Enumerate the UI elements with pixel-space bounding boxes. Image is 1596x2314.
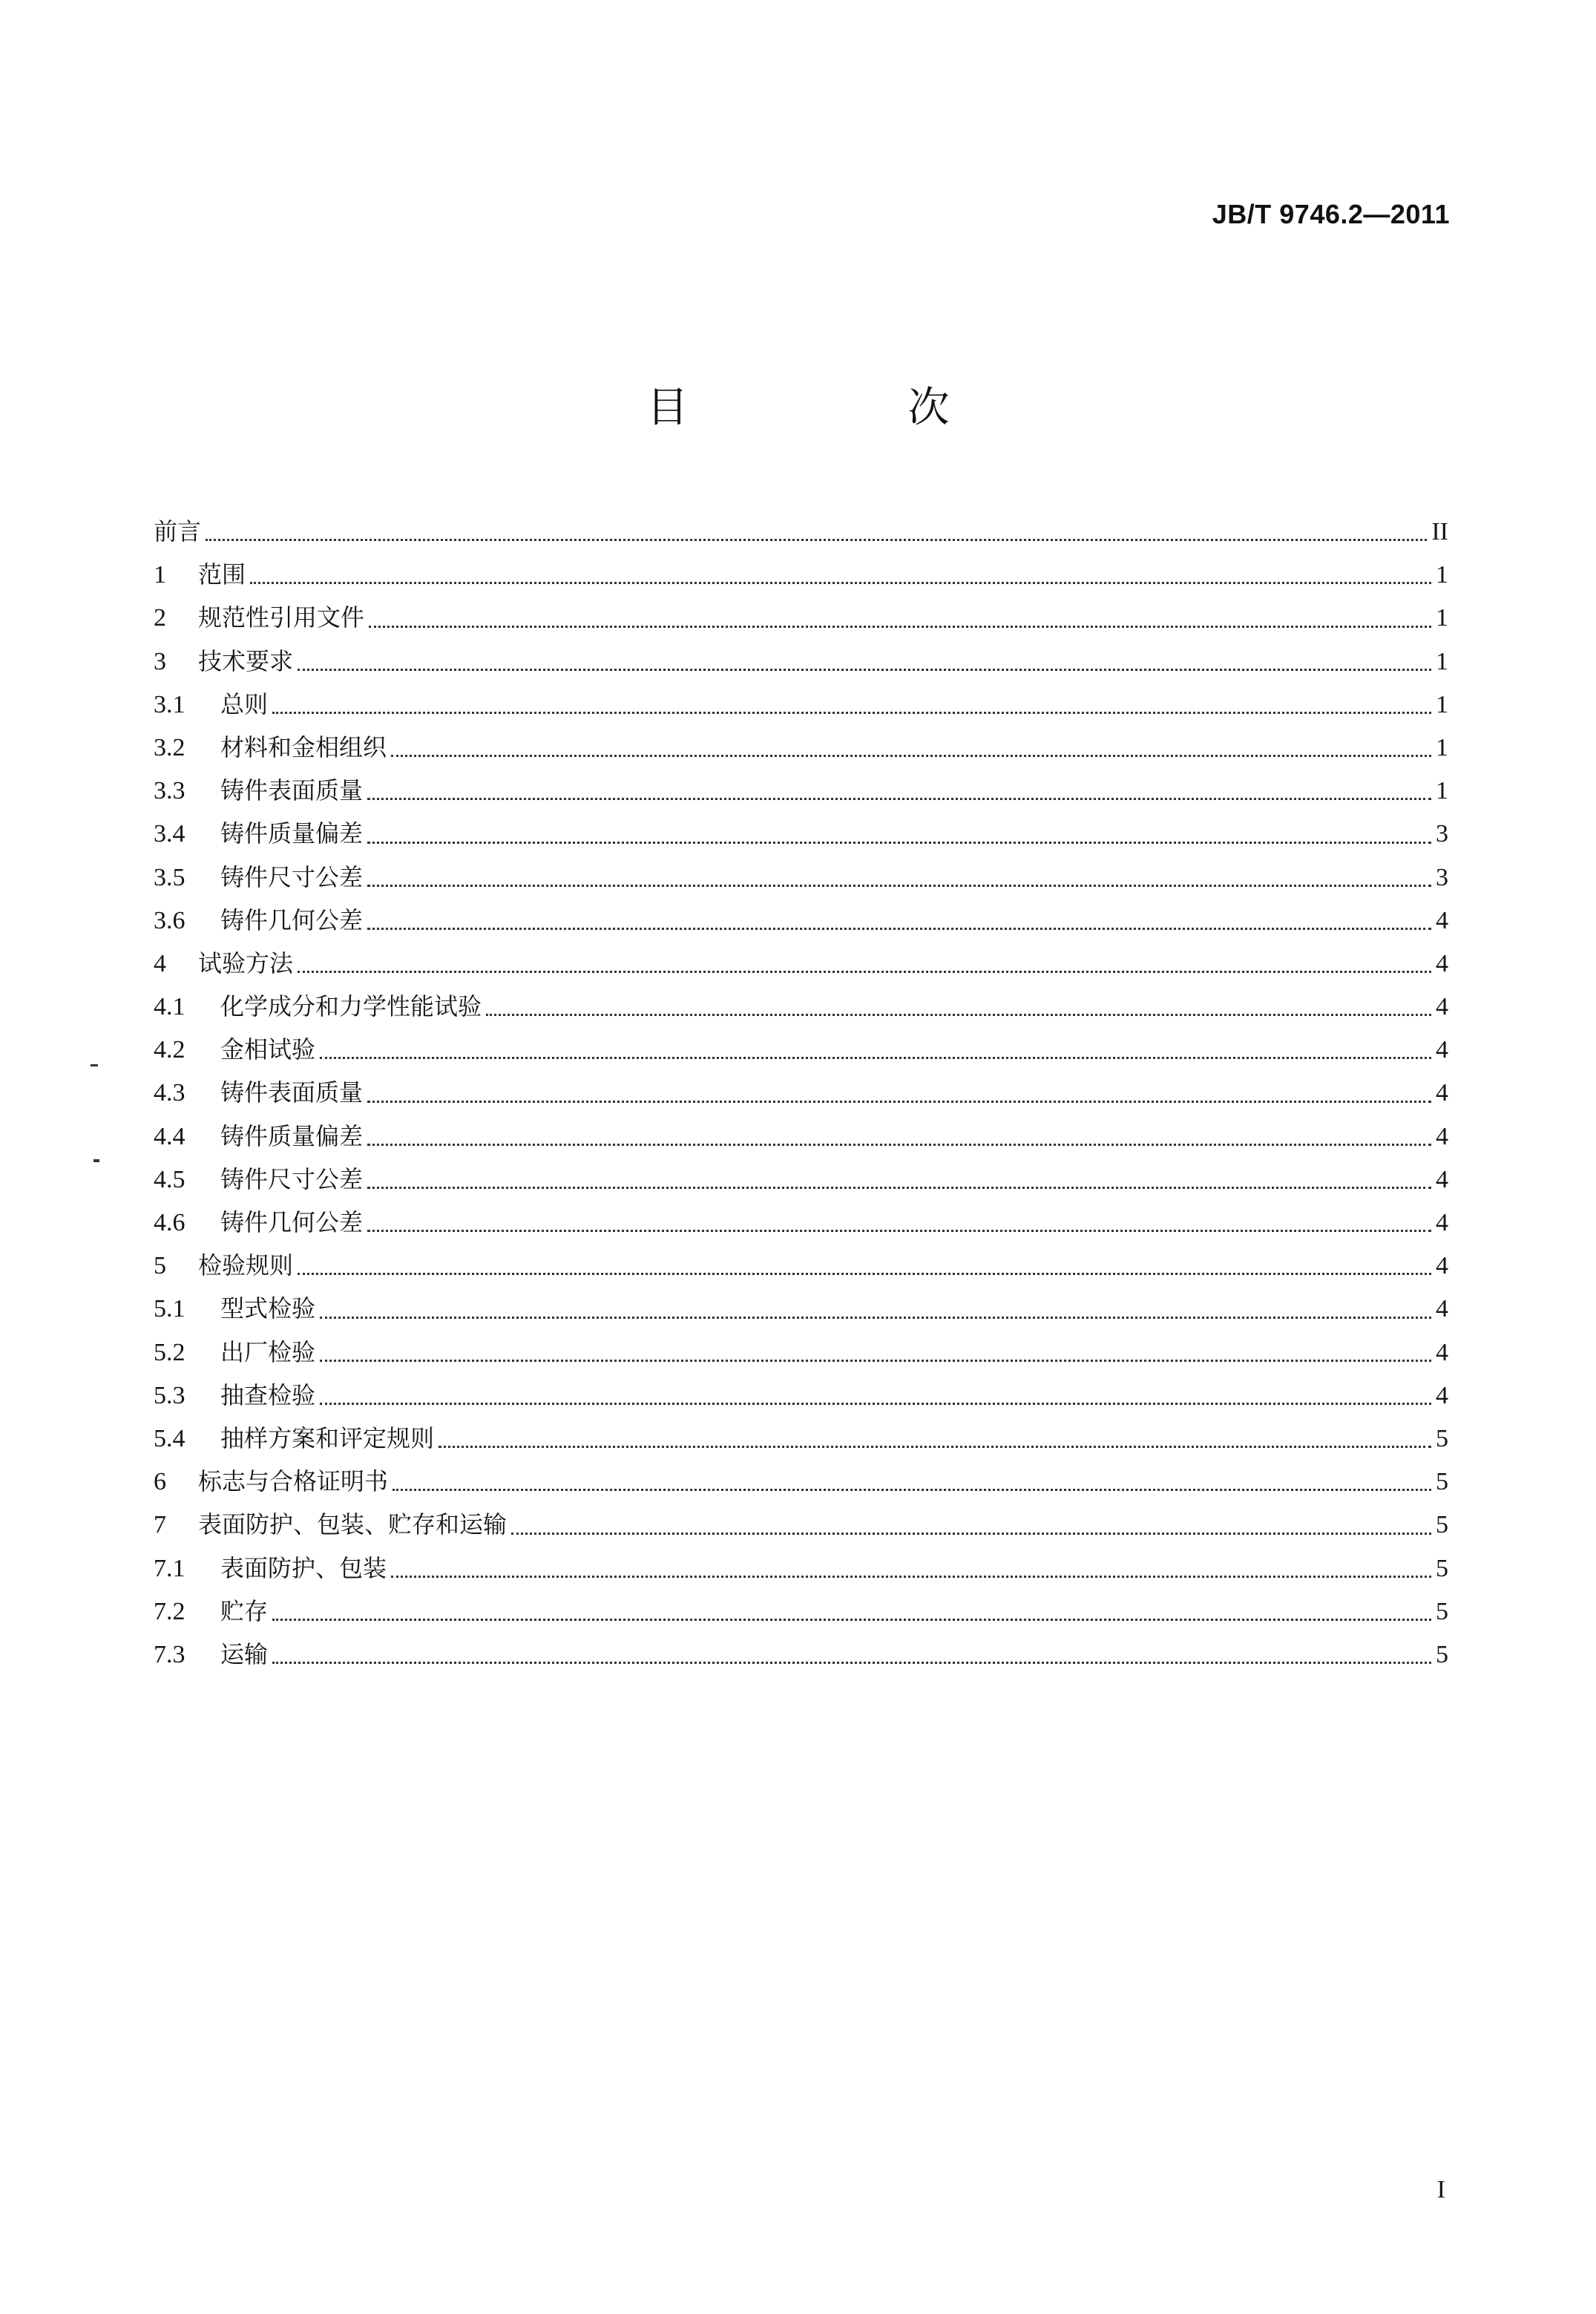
toc-entry-page: 4	[1436, 1338, 1448, 1366]
toc-entry-number: 2	[154, 604, 166, 632]
toc-entry-page: 5	[1436, 1554, 1448, 1582]
toc-leader-dots	[369, 625, 1431, 628]
toc-entry-label: 规范性引用文件	[198, 603, 365, 632]
toc-entry-label: 铸件尺寸公差	[220, 862, 364, 891]
toc-leader-dots	[367, 797, 1431, 800]
toc-entry[interactable]	[154, 683, 1448, 726]
toc-entry-label: 标志与合格证明书	[198, 1467, 389, 1496]
toc-leader-dots	[272, 711, 1431, 714]
toc-entry[interactable]	[154, 1417, 1448, 1460]
toc-entry-number: 7.3	[154, 1640, 185, 1668]
toc-entry-page: 4	[1436, 1122, 1448, 1150]
toc-entry-page: 5	[1436, 1468, 1448, 1496]
toc-leader-dots	[367, 1186, 1431, 1189]
toc-entry-page: 4	[1436, 1209, 1448, 1236]
toc-entry[interactable]	[154, 596, 1448, 639]
toc-entry[interactable]	[154, 812, 1448, 855]
toc-entry[interactable]	[154, 1460, 1448, 1503]
toc-entry-number: 4.5	[154, 1165, 185, 1193]
toc-entry-label: 表面防护、包装	[220, 1553, 387, 1582]
toc-entry-number: 5.2	[154, 1338, 185, 1366]
toc-entry-label: 技术要求	[198, 646, 294, 675]
toc-entry-page: 5	[1436, 1511, 1448, 1539]
toc-entry-page: 1	[1436, 777, 1448, 805]
toc-leader-dots	[367, 1229, 1431, 1232]
toc-entry-label: 金相试验	[220, 1035, 316, 1064]
toc-entry-number: 5.3	[154, 1381, 185, 1409]
toc-entry-page: 3	[1436, 820, 1448, 848]
toc-leader-dots	[320, 1402, 1431, 1405]
toc-entry-label: 抽样方案和评定规则	[220, 1423, 435, 1452]
toc-leader-dots	[393, 1488, 1431, 1491]
toc-entry-label: 铸件几何公差	[220, 1208, 364, 1236]
toc-leader-dots	[367, 1100, 1431, 1103]
toc-entry[interactable]	[154, 856, 1448, 899]
toc-leader-dots	[367, 1143, 1431, 1146]
toc-entry-number: 4.1	[154, 993, 185, 1021]
toc-entry-label: 铸件质量偏差	[220, 1121, 364, 1150]
toc-entry-page: 1	[1436, 690, 1448, 718]
toc-entry[interactable]	[154, 1287, 1448, 1330]
toc-entry-page: 3	[1436, 863, 1448, 891]
toc-entry-number: 4.3	[154, 1079, 185, 1107]
toc-entry-page: 1	[1436, 647, 1448, 675]
toc-entry-number: 7.2	[154, 1597, 185, 1625]
toc-entry[interactable]	[154, 1115, 1448, 1158]
toc-entry-label: 化学成分和力学性能试验	[220, 992, 482, 1021]
toc-leader-dots	[298, 970, 1431, 973]
toc-entry[interactable]	[154, 769, 1448, 812]
toc-leader-dots	[298, 1272, 1431, 1275]
toc-entry-page: 1	[1436, 561, 1448, 589]
toc-entry-number: 4	[154, 949, 166, 977]
toc-entry-label: 运输	[220, 1639, 269, 1668]
toc-entry-page: 5	[1436, 1640, 1448, 1668]
toc-entry-number: 5	[154, 1252, 166, 1280]
toc-entry-number: 3.5	[154, 863, 185, 891]
scan-speck	[93, 1159, 99, 1162]
toc-entry[interactable]	[154, 942, 1448, 985]
toc-entry-label: 表面防护、包装、贮存和运输	[198, 1510, 508, 1539]
toc-entry[interactable]	[154, 1590, 1448, 1633]
toc-entry-number: 3	[154, 647, 166, 675]
toc-entry[interactable]	[154, 640, 1448, 683]
toc-entry[interactable]	[154, 553, 1448, 596]
toc-entry-label: 铸件几何公差	[220, 905, 364, 934]
toc-entry-page: 1	[1436, 604, 1448, 632]
document-code: JB/T 9746.2—2011	[1212, 199, 1450, 229]
toc-entry-page: 4	[1436, 949, 1448, 977]
toc-entry-number: 1	[154, 561, 166, 589]
toc-entry[interactable]	[154, 1331, 1448, 1374]
toc-entry-number: 5.4	[154, 1424, 185, 1452]
toc-leader-dots	[511, 1532, 1431, 1535]
toc-entry-page: 4	[1436, 1381, 1448, 1409]
toc-entry[interactable]	[154, 1633, 1448, 1676]
toc-entry-page: 1	[1436, 733, 1448, 761]
toc-entry[interactable]	[154, 899, 1448, 942]
toc-entry-page: 4	[1436, 1079, 1448, 1107]
toc-leader-dots	[367, 841, 1431, 844]
toc-leader-dots	[320, 1316, 1431, 1319]
toc-leader-dots	[439, 1445, 1431, 1448]
toc-entry-number: 4.6	[154, 1209, 185, 1236]
toc-entry-label: 试验方法	[198, 948, 294, 977]
toc-leader-dots	[320, 1056, 1431, 1059]
toc-entry-label: 铸件表面质量	[220, 776, 364, 805]
toc-entry[interactable]	[154, 1374, 1448, 1417]
toc-entry-number: 7.1	[154, 1554, 185, 1582]
toc-entry-page: 4	[1436, 1165, 1448, 1193]
toc-entry-label: 铸件质量偏差	[220, 819, 364, 848]
toc-entry-page: 5	[1436, 1424, 1448, 1452]
page-title: 目 次	[646, 384, 1039, 432]
toc-leader-dots	[367, 927, 1431, 930]
toc-entry-number: 4.4	[154, 1122, 185, 1150]
toc-entry-number: 3.3	[154, 777, 185, 805]
toc-entry[interactable]	[154, 1071, 1448, 1114]
toc-entry[interactable]	[154, 1547, 1448, 1590]
toc-entry-number: 3.1	[154, 690, 185, 718]
toc-entry-page: 5	[1436, 1597, 1448, 1625]
toc-leader-dots	[486, 1013, 1431, 1016]
toc-entry-label: 铸件尺寸公差	[220, 1164, 364, 1193]
toc-entry-number: 4.2	[154, 1036, 185, 1064]
toc-entry[interactable]	[154, 985, 1448, 1028]
scan-speck	[91, 1064, 98, 1066]
toc-entry-label: 贮存	[220, 1596, 269, 1625]
toc-entry-label: 抽查检验	[220, 1380, 316, 1409]
page-number: I	[1436, 2176, 1445, 2203]
table-of-contents	[154, 510, 1448, 1676]
toc-entry[interactable]	[154, 1028, 1448, 1071]
toc-entry-page: 4	[1436, 993, 1448, 1021]
toc-entry[interactable]	[154, 1503, 1448, 1546]
toc-entry[interactable]	[154, 1201, 1448, 1244]
toc-leader-dots	[391, 1575, 1431, 1578]
toc-entry-number: 3.2	[154, 733, 185, 761]
toc-leader-dots	[320, 1359, 1431, 1362]
toc-entry-label: 范围	[198, 560, 246, 589]
toc-leader-dots	[298, 668, 1431, 671]
toc-entry-label: 铸件表面质量	[220, 1078, 364, 1107]
toc-leader-dots	[206, 538, 1427, 541]
toc-entry-page: II	[1431, 518, 1448, 545]
toc-entry-label: 出厂检验	[220, 1337, 316, 1366]
toc-entry[interactable]	[154, 1158, 1448, 1201]
toc-entry-number: 6	[154, 1468, 166, 1496]
toc-entry-number: 5.1	[154, 1295, 185, 1323]
toc-entry-number: 3.4	[154, 820, 185, 848]
toc-entry-page: 4	[1436, 1295, 1448, 1323]
toc-leader-dots	[391, 754, 1431, 757]
toc-entry-label: 前言	[154, 517, 202, 545]
toc-leader-dots	[367, 884, 1431, 887]
toc-entry[interactable]	[154, 510, 1448, 553]
toc-entry-number: 7	[154, 1511, 166, 1539]
toc-entry-number: 3.6	[154, 906, 185, 934]
toc-entry[interactable]	[154, 1244, 1448, 1287]
toc-entry-label: 型式检验	[220, 1294, 316, 1323]
toc-leader-dots	[272, 1661, 1431, 1664]
toc-leader-dots	[272, 1618, 1431, 1621]
toc-entry-label: 检验规则	[198, 1251, 294, 1280]
toc-entry-page: 4	[1436, 1036, 1448, 1064]
toc-entry-page: 4	[1436, 906, 1448, 934]
toc-entry-page: 4	[1436, 1252, 1448, 1280]
toc-entry-label: 总则	[220, 689, 269, 718]
toc-entry-label: 材料和金相组织	[220, 732, 387, 761]
toc-entry[interactable]	[154, 726, 1448, 769]
toc-leader-dots	[250, 581, 1431, 584]
